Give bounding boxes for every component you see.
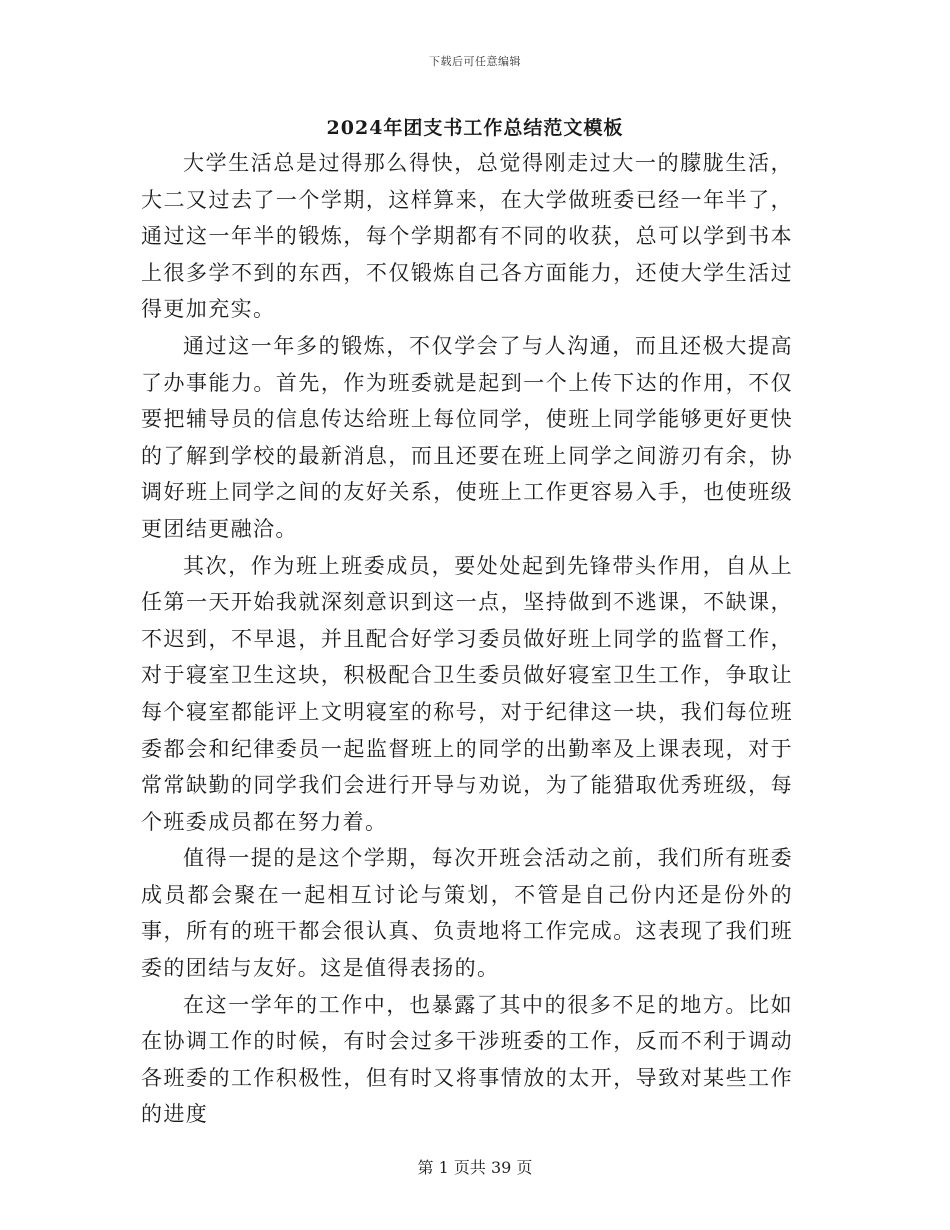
paragraph-3: 其次，作为班上班委成员，要处处起到先锋带头作用，自从上任第一天开始我就深刻意识到这一点，坚持做到不逃课，不缺课，不迟到，不早退，并且配合好学习委员做好班上同学的监督工作，对于寝室卫生这块，积极配合卫生委员做好寝室卫生工作，争取让每个寝室都能评上文明寝室的称号，对于纪律这一块，我们每位班委都会和纪律委员一起监督班上的同学的出勤率及上课表现，对于常常缺勤的同学我们会进行开导与劝说，为了能猎取优秀班级，每个班委成员都在努力着。 <box>141 553 793 834</box>
paragraph-4: 值得一提的是这个学期，每次开班会活动之前，我们所有班委成员都会聚在一起相互讨论与策划，不管是自己份内还是份外的事，所有的班干都会很认真、负责地将工作完成。这表现了我们班委的团结与友好。这是值得表扬的。 <box>141 846 793 981</box>
paragraph-5: 在这一学年的工作中，也暴露了其中的很多不足的地方。比如在协调工作的时候，有时会过多干涉班委的工作，反而不利于调动各班委的工作积极性，但有时又将事情放的太开，导致对某些工作的进度 <box>141 992 793 1127</box>
page-number: 第 1 页共 39 页 <box>417 1158 533 1177</box>
header-note: 下载后可任意编辑 <box>429 55 521 68</box>
document-title: 2024年团支书工作总结范文模板 <box>326 117 624 139</box>
document-body <box>141 145 793 1133</box>
paragraph-2: 通过这一年多的锻炼，不仅学会了与人沟通，而且还极大提高了办事能力。首先，作为班委就是起到一个上传下达的作用，不仅要把辅导员的信息传达给班上每位同学，使班上同学能够更好更快的了解到学校的最新消息，而且还要在班上同学之间游刃有余，协调好班上同学之间的友好关系，使班上工作更容易入手，也使班级更团结更融洽。 <box>141 333 793 541</box>
paragraph-1: 大学生活总是过得那么得快，总觉得刚走过大一的朦胧生活，大二又过去了一个学期，这样算来，在大学做班委已经一年半了，通过这一年半的锻炼，每个学期都有不同的收获，总可以学到书本上很多学不到的东西，不仅锻炼自己各方面能力，还使大学生活过得更加充实。 <box>141 151 793 322</box>
